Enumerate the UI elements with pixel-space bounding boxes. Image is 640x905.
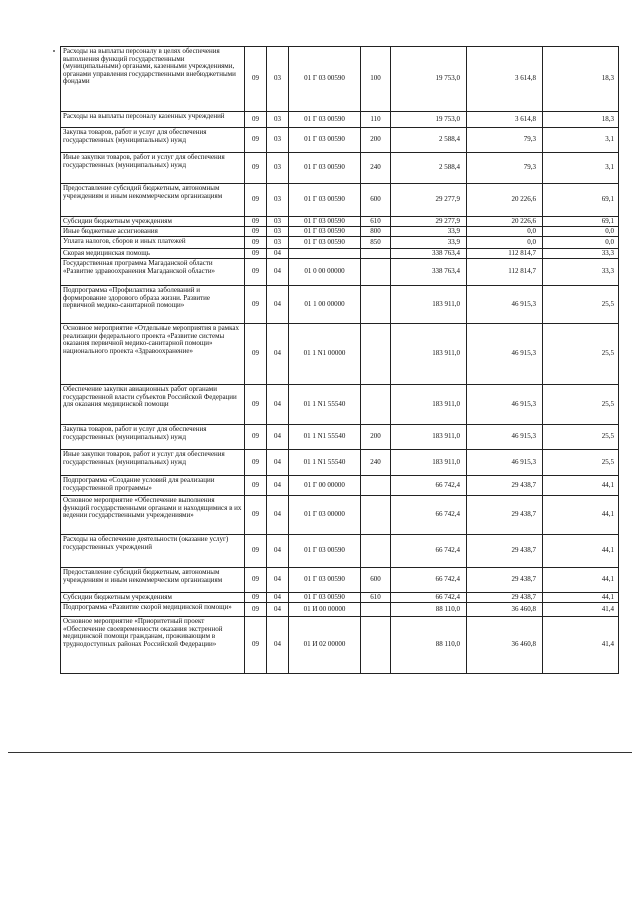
plan-cell: 66 742,4 xyxy=(391,568,467,593)
row-name-cell: Предоставление субсидий бюджетным, автономным учреждениям и иным некоммерческим организациям xyxy=(61,184,245,217)
table-row xyxy=(61,324,619,385)
row-name-cell: Иные закупки товаров, работ и услуг для обеспечения государственных (муниципальных) нужд xyxy=(61,153,245,184)
row-name-cell: Уплата налогов, сборов и иных платежей xyxy=(61,237,245,249)
csr-cell: 01 Г 03 00590 xyxy=(289,128,361,153)
rz-cell: 09 xyxy=(245,153,267,184)
percent-cell: 44,1 xyxy=(543,496,619,535)
vr-cell xyxy=(361,249,391,259)
vr-cell: 850 xyxy=(361,237,391,249)
rz-cell: 09 xyxy=(245,217,267,227)
csr-cell: 01 0 00 00000 xyxy=(289,259,361,286)
vr-cell xyxy=(361,385,391,425)
table-row xyxy=(61,112,619,128)
csr-cell: 01 Г 03 00590 xyxy=(289,535,361,568)
csr-cell: 01 Г 03 00590 xyxy=(289,153,361,184)
percent-cell: 3,1 xyxy=(543,153,619,184)
plan-cell: 183 911,0 xyxy=(391,450,467,476)
plan-cell: 66 742,4 xyxy=(391,476,467,496)
row-name-cell: Расходы на выплаты персоналу казенных учреждений xyxy=(61,112,245,128)
vr-cell: 200 xyxy=(361,128,391,153)
fact-cell: 0,0 xyxy=(467,237,543,249)
vr-cell: 610 xyxy=(361,217,391,227)
plan-cell: 2 588,4 xyxy=(391,153,467,184)
rz-cell: 09 xyxy=(245,535,267,568)
fact-cell: 20 226,6 xyxy=(467,184,543,217)
rz-cell: 09 xyxy=(245,227,267,237)
fact-cell: 79,3 xyxy=(467,128,543,153)
table-row xyxy=(61,286,619,324)
csr-cell: 01 1 N1 55540 xyxy=(289,425,361,450)
row-name-cell: Иные бюджетные ассигнования xyxy=(61,227,245,237)
table-row xyxy=(61,617,619,674)
fact-cell: 112 814,7 xyxy=(467,259,543,286)
row-name-cell: Расходы на выплаты персоналу в целях обеспечения выполнения функций государственными (муниципальными) органами, казенными учреждениями, органами управления государственными внебюджетными фондами xyxy=(61,47,245,112)
fact-cell: 29 438,7 xyxy=(467,496,543,535)
table-body xyxy=(61,47,619,674)
percent-cell: 41,4 xyxy=(543,617,619,674)
percent-cell: 44,1 xyxy=(543,476,619,496)
plan-cell: 338 763,4 xyxy=(391,249,467,259)
plan-cell: 66 742,4 xyxy=(391,535,467,568)
pr-cell: 04 xyxy=(267,496,289,535)
table-row xyxy=(61,128,619,153)
table-row xyxy=(61,153,619,184)
rz-cell: 09 xyxy=(245,237,267,249)
table-row xyxy=(61,385,619,425)
rz-cell: 09 xyxy=(245,324,267,385)
table-row xyxy=(61,450,619,476)
row-name-cell: Закупка товаров, работ и услуг для обеспечения государственных (муниципальных) нужд xyxy=(61,128,245,153)
plan-cell: 183 911,0 xyxy=(391,425,467,450)
table-row xyxy=(61,603,619,617)
row-name-cell: Подпрограмма «Развитие скорой медицинской помощи» xyxy=(61,603,245,617)
pr-cell: 03 xyxy=(267,112,289,128)
percent-cell: 69,1 xyxy=(543,217,619,227)
row-name-cell: Закупка товаров, работ и услуг для обеспечения государственных (муниципальных) нужд xyxy=(61,425,245,450)
plan-cell: 29 277,9 xyxy=(391,217,467,227)
plan-cell: 33,9 xyxy=(391,227,467,237)
pr-cell: 04 xyxy=(267,535,289,568)
csr-cell: 01 Г 03 00590 xyxy=(289,47,361,112)
percent-cell: 25,5 xyxy=(543,324,619,385)
plan-cell: 2 588,4 xyxy=(391,128,467,153)
fact-cell: 29 438,7 xyxy=(467,568,543,593)
plan-cell: 19 753,0 xyxy=(391,47,467,112)
row-name-cell: Иные закупки товаров, работ и услуг для обеспечения государственных (муниципальных) нужд xyxy=(61,450,245,476)
csr-cell: 01 Г 03 00000 xyxy=(289,496,361,535)
percent-cell: 44,1 xyxy=(543,535,619,568)
plan-cell: 29 277,9 xyxy=(391,184,467,217)
table-row xyxy=(61,47,619,112)
csr-cell: 01 И 02 00000 xyxy=(289,617,361,674)
fact-cell: 3 614,8 xyxy=(467,47,543,112)
pr-cell: 04 xyxy=(267,425,289,450)
vr-cell: 200 xyxy=(361,425,391,450)
fact-cell: 46 915,3 xyxy=(467,324,543,385)
pr-cell: 03 xyxy=(267,217,289,227)
percent-cell: 0,0 xyxy=(543,227,619,237)
pr-cell: 04 xyxy=(267,603,289,617)
percent-cell: 18,3 xyxy=(543,47,619,112)
rz-cell: 09 xyxy=(245,184,267,217)
fact-cell: 79,3 xyxy=(467,153,543,184)
pr-cell: 03 xyxy=(267,153,289,184)
row-name-cell: Основное мероприятие «Приоритетный проект «Обеспечение своевременности оказания экстренной медицинской помощи гражданам, проживающим в труднодоступных районах Российской Федерации» xyxy=(61,617,245,674)
plan-cell: 66 742,4 xyxy=(391,593,467,603)
percent-cell: 3,1 xyxy=(543,128,619,153)
plan-cell: 66 742,4 xyxy=(391,496,467,535)
csr-cell: 01 Г 03 00590 xyxy=(289,237,361,249)
fact-cell: 112 814,7 xyxy=(467,249,543,259)
row-name-cell: Скорая медицинская помощь xyxy=(61,249,245,259)
rz-cell: 09 xyxy=(245,476,267,496)
plan-cell: 183 911,0 xyxy=(391,385,467,425)
percent-cell: 25,5 xyxy=(543,385,619,425)
vr-cell: 800 xyxy=(361,227,391,237)
fact-cell: 46 915,3 xyxy=(467,286,543,324)
pr-cell: 04 xyxy=(267,568,289,593)
vr-cell: 600 xyxy=(361,568,391,593)
vr-cell: 240 xyxy=(361,450,391,476)
percent-cell: 41,4 xyxy=(543,603,619,617)
pr-cell: 04 xyxy=(267,324,289,385)
table-row xyxy=(61,496,619,535)
pr-cell: 03 xyxy=(267,47,289,112)
pr-cell: 04 xyxy=(267,617,289,674)
vr-cell xyxy=(361,535,391,568)
row-name-cell: Государственная программа Магаданской области «Развитие здравоохранения Магаданской области» xyxy=(61,259,245,286)
row-name-cell: Расходы на обеспечение деятельности (оказание услуг) государственных учреждений xyxy=(61,535,245,568)
vr-cell: 100 xyxy=(361,47,391,112)
fact-cell: 20 226,6 xyxy=(467,217,543,227)
table-row xyxy=(61,217,619,227)
pr-cell: 04 xyxy=(267,249,289,259)
plan-cell: 88 110,0 xyxy=(391,617,467,674)
vr-cell xyxy=(361,617,391,674)
csr-cell: 01 Г 03 00590 xyxy=(289,112,361,128)
fact-cell: 46 915,3 xyxy=(467,385,543,425)
row-name-cell: Подпрограмма «Создание условий для реализации государственной программы» xyxy=(61,476,245,496)
vr-cell xyxy=(361,259,391,286)
csr-cell: 01 1 N1 55540 xyxy=(289,385,361,425)
rz-cell: 09 xyxy=(245,603,267,617)
csr-cell: 01 1 00 00000 xyxy=(289,286,361,324)
percent-cell: 25,5 xyxy=(543,425,619,450)
csr-cell: 01 И 00 00000 xyxy=(289,603,361,617)
rz-cell: 09 xyxy=(245,593,267,603)
rz-cell: 09 xyxy=(245,385,267,425)
csr-cell: 01 1 N1 00000 xyxy=(289,324,361,385)
fact-cell: 0,0 xyxy=(467,227,543,237)
plan-cell: 19 753,0 xyxy=(391,112,467,128)
percent-cell: 44,1 xyxy=(543,593,619,603)
rz-cell: 09 xyxy=(245,568,267,593)
footer-rule xyxy=(8,752,632,753)
rz-cell: 09 xyxy=(245,496,267,535)
percent-cell: 33,3 xyxy=(543,259,619,286)
row-name-cell: Предоставление субсидий бюджетным, автономным учреждениям и иным некоммерческим организациям xyxy=(61,568,245,593)
row-name-cell: Основное мероприятие «Обеспечение выполнения функций государственными органами и находящимися в их ведении государственными учреждениями» xyxy=(61,496,245,535)
percent-cell: 18,3 xyxy=(543,112,619,128)
budget-table xyxy=(60,46,619,674)
pr-cell: 03 xyxy=(267,227,289,237)
row-name-cell: Субсидии бюджетным учреждениям xyxy=(61,593,245,603)
table-row xyxy=(61,593,619,603)
vr-cell: 240 xyxy=(361,153,391,184)
rz-cell: 09 xyxy=(245,617,267,674)
csr-cell: 01 1 N1 55540 xyxy=(289,450,361,476)
vr-cell xyxy=(361,324,391,385)
vr-cell: 610 xyxy=(361,593,391,603)
csr-cell: 01 Г 03 00590 xyxy=(289,568,361,593)
table-row xyxy=(61,227,619,237)
percent-cell: 25,5 xyxy=(543,450,619,476)
pr-cell: 04 xyxy=(267,450,289,476)
row-name-cell: Основное мероприятие «Отдельные мероприятия в рамках реализации федерального проекта «Развитие системы оказания первичной медико-санитарной помощи» национального проекта «Здравоохранение» xyxy=(61,324,245,385)
percent-cell: 44,1 xyxy=(543,568,619,593)
rz-cell: 09 xyxy=(245,112,267,128)
vr-cell xyxy=(361,603,391,617)
pr-cell: 03 xyxy=(267,128,289,153)
rz-cell: 09 xyxy=(245,450,267,476)
rz-cell: 09 xyxy=(245,249,267,259)
csr-cell: 01 Г 03 00590 xyxy=(289,227,361,237)
percent-cell: 0,0 xyxy=(543,237,619,249)
plan-cell: 33,9 xyxy=(391,237,467,249)
fact-cell: 29 438,7 xyxy=(467,476,543,496)
percent-cell: 69,1 xyxy=(543,184,619,217)
row-name-cell: Субсидии бюджетным учреждениям xyxy=(61,217,245,227)
fact-cell: 29 438,7 xyxy=(467,535,543,568)
table-row xyxy=(61,568,619,593)
rz-cell: 09 xyxy=(245,259,267,286)
vr-cell xyxy=(361,496,391,535)
fact-cell: 46 915,3 xyxy=(467,425,543,450)
csr-cell: 01 Г 03 00590 xyxy=(289,184,361,217)
table-row xyxy=(61,425,619,450)
rz-cell: 09 xyxy=(245,128,267,153)
plan-cell: 183 911,0 xyxy=(391,324,467,385)
fact-cell: 29 438,7 xyxy=(467,593,543,603)
table-row xyxy=(61,535,619,568)
vr-cell: 600 xyxy=(361,184,391,217)
plan-cell: 88 110,0 xyxy=(391,603,467,617)
fact-cell: 36 460,8 xyxy=(467,617,543,674)
pr-cell: 03 xyxy=(267,184,289,217)
row-name-cell: Обеспечение закупки авиационных работ органами государственной власти субъектов Российской Федерации для оказания медицинской помощи xyxy=(61,385,245,425)
pr-cell: 04 xyxy=(267,476,289,496)
rz-cell: 09 xyxy=(245,286,267,324)
pr-cell: 04 xyxy=(267,593,289,603)
table-row xyxy=(61,237,619,249)
csr-cell xyxy=(289,249,361,259)
csr-cell: 01 Г 03 00590 xyxy=(289,217,361,227)
row-name-cell: Подпрограмма «Профилактика заболеваний и формирование здорового образа жизни. Развитие первичной медико-санитарной помощи» xyxy=(61,286,245,324)
percent-cell: 33,3 xyxy=(543,249,619,259)
vr-cell xyxy=(361,476,391,496)
fact-cell: 46 915,3 xyxy=(467,450,543,476)
pr-cell: 04 xyxy=(267,385,289,425)
vr-cell xyxy=(361,286,391,324)
fact-cell: 3 614,8 xyxy=(467,112,543,128)
pr-cell: 04 xyxy=(267,259,289,286)
percent-cell: 25,5 xyxy=(543,286,619,324)
csr-cell: 01 Г 03 00590 xyxy=(289,593,361,603)
vr-cell: 110 xyxy=(361,112,391,128)
table-row xyxy=(61,249,619,259)
fact-cell: 36 460,8 xyxy=(467,603,543,617)
scan-speck xyxy=(53,50,55,52)
pr-cell: 03 xyxy=(267,237,289,249)
rz-cell: 09 xyxy=(245,47,267,112)
plan-cell: 183 911,0 xyxy=(391,286,467,324)
table-row xyxy=(61,476,619,496)
table-row xyxy=(61,259,619,286)
pr-cell: 04 xyxy=(267,286,289,324)
plan-cell: 338 763,4 xyxy=(391,259,467,286)
table-row xyxy=(61,184,619,217)
rz-cell: 09 xyxy=(245,425,267,450)
csr-cell: 01 Г 00 00000 xyxy=(289,476,361,496)
